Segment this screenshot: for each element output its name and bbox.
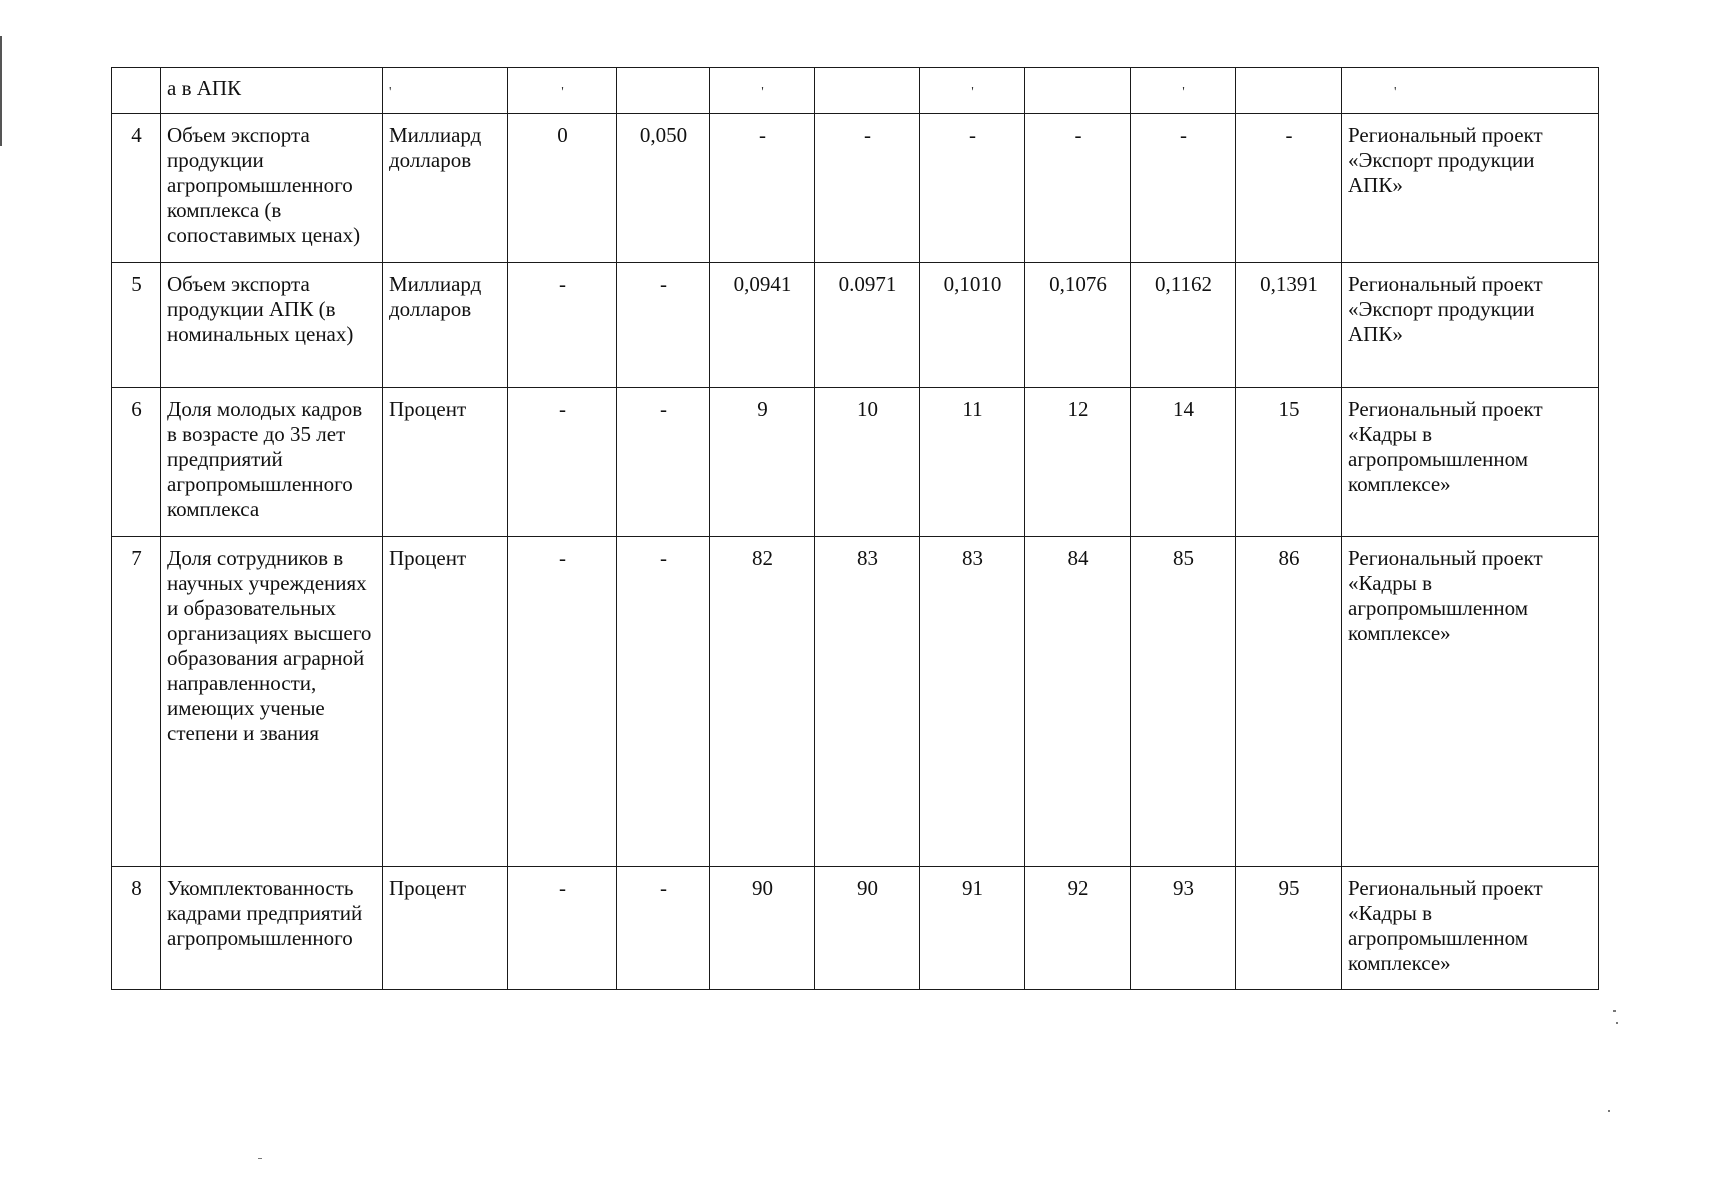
cell-value — [617, 68, 710, 114]
value-cell: - — [1131, 114, 1236, 263]
value-cell: - — [617, 263, 710, 388]
table-row — [112, 114, 1599, 263]
cell-value — [508, 68, 617, 114]
table-row — [112, 867, 1599, 990]
cell-value — [1025, 68, 1131, 114]
value-cell: - — [508, 537, 617, 867]
unit: Миллиард долларов — [383, 114, 508, 263]
project-name: Региональный проект «Экспорт продукции АПК» — [1342, 263, 1599, 388]
value-cell: 15 — [1236, 388, 1342, 537]
value-cell: 10 — [815, 388, 920, 537]
project-name: Региональный проект «Кадры в агропромышленном комплексе» — [1342, 537, 1599, 867]
indicator-name: Доля сотрудников в научных учреждениях и образовательных организациях высшего образования аграрной направленности, имеющих ученые степени и звания — [161, 537, 383, 867]
unit: Процент — [383, 388, 508, 537]
value-cell: 11 — [920, 388, 1025, 537]
unit: Процент — [383, 867, 508, 990]
value-cell: - — [1236, 114, 1342, 263]
value-cell: - — [617, 537, 710, 867]
value-cell: 0.0971 — [815, 263, 920, 388]
table-row — [112, 263, 1599, 388]
row-number: 6 — [112, 388, 161, 537]
value-cell: 14 — [1131, 388, 1236, 537]
cell-project — [1342, 68, 1599, 114]
row-number: 8 — [112, 867, 161, 990]
indicator-name: Объем экспорта продукции агропромышленного комплекса (в сопоставимых ценах) — [161, 114, 383, 263]
unit: Миллиард долларов — [383, 263, 508, 388]
table-row — [112, 388, 1599, 537]
value-cell: - — [508, 388, 617, 537]
value-cell: 93 — [1131, 867, 1236, 990]
row-number: 4 — [112, 114, 161, 263]
table-row-continuation — [112, 68, 1599, 114]
project-name: Региональный проект «Экспорт продукции АПК» — [1342, 114, 1599, 263]
value-cell: - — [815, 114, 920, 263]
value-cell: 0,1076 — [1025, 263, 1131, 388]
value-cell: - — [1025, 114, 1131, 263]
indicators-table — [111, 67, 1599, 990]
scan-speck — [1613, 1010, 1616, 1012]
cell-name: а в АПК — [161, 68, 383, 114]
value-cell: 83 — [920, 537, 1025, 867]
scan-mark: ' — [1394, 85, 1397, 100]
indicator-name: Доля молодых кадров в возрасте до 35 лет предприятий агропромышленного комплекса — [161, 388, 383, 537]
value-cell: 90 — [710, 867, 815, 990]
scan-speck — [258, 1158, 262, 1159]
scan-mark: ' — [389, 85, 392, 100]
scan-mark: ' — [1182, 85, 1185, 100]
value-cell: 85 — [1131, 537, 1236, 867]
value-cell: 12 — [1025, 388, 1131, 537]
scan-mark: ' — [561, 85, 564, 100]
value-cell: - — [508, 867, 617, 990]
value-cell: 95 — [1236, 867, 1342, 990]
cell-value — [710, 68, 815, 114]
project-name: Региональный проект «Кадры в агропромышленном комплексе» — [1342, 388, 1599, 537]
indicator-name: Укомплектованность кадрами предприятий агропромышленного — [161, 867, 383, 990]
cell-num — [112, 68, 161, 114]
scan-speck — [1608, 1110, 1610, 1112]
row-number: 5 — [112, 263, 161, 388]
value-cell: 82 — [710, 537, 815, 867]
value-cell: - — [920, 114, 1025, 263]
value-cell: - — [617, 867, 710, 990]
cell-value — [1236, 68, 1342, 114]
value-cell: 86 — [1236, 537, 1342, 867]
value-cell: - — [508, 263, 617, 388]
cell-value — [1131, 68, 1236, 114]
value-cell: 0,1010 — [920, 263, 1025, 388]
scan-speck — [1616, 1022, 1618, 1024]
value-cell: 91 — [920, 867, 1025, 990]
value-cell: 0,1391 — [1236, 263, 1342, 388]
row-number: 7 — [112, 537, 161, 867]
value-cell: 0,0941 — [710, 263, 815, 388]
scan-mark: ' — [761, 85, 764, 100]
value-cell: - — [710, 114, 815, 263]
value-cell: 0,050 — [617, 114, 710, 263]
scan-edge-line — [0, 36, 2, 146]
value-cell: 92 — [1025, 867, 1131, 990]
cell-value — [920, 68, 1025, 114]
value-cell: 90 — [815, 867, 920, 990]
value-cell: 84 — [1025, 537, 1131, 867]
value-cell: 0,1162 — [1131, 263, 1236, 388]
value-cell: - — [617, 388, 710, 537]
project-name: Региональный проект «Кадры в агропромышленном комплексе» — [1342, 867, 1599, 990]
unit: Процент — [383, 537, 508, 867]
value-cell: 0 — [508, 114, 617, 263]
value-cell: 83 — [815, 537, 920, 867]
table-row — [112, 537, 1599, 867]
scan-mark: ' — [971, 85, 974, 100]
indicator-name: Объем экспорта продукции АПК (в номинальных ценах) — [161, 263, 383, 388]
cell-unit — [383, 68, 508, 114]
cell-value — [815, 68, 920, 114]
value-cell: 9 — [710, 388, 815, 537]
